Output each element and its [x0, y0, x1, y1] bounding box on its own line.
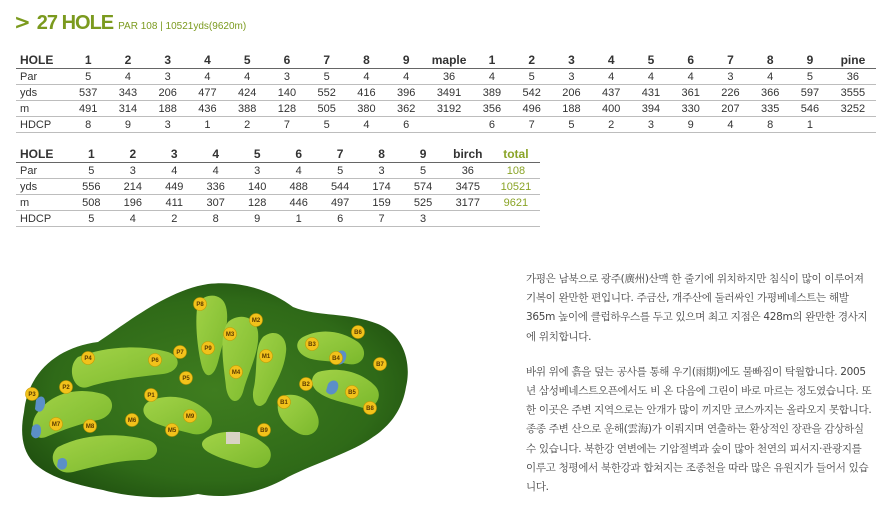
table-cell: 544	[319, 179, 360, 195]
table-cell: 1	[188, 117, 228, 133]
table-cell: 140	[236, 179, 277, 195]
header-cell: 9	[402, 146, 443, 163]
header-cell: HOLE	[16, 146, 71, 163]
table-cell: m	[16, 101, 68, 117]
table-cell: 336	[195, 179, 236, 195]
hole-pin-p4	[82, 352, 95, 365]
hole-pin-m2	[250, 314, 263, 327]
table-cell: 3475	[444, 179, 492, 195]
table-cell: 3	[361, 163, 402, 179]
table-cell: 2	[591, 117, 631, 133]
hole-pin-p3	[26, 388, 39, 401]
table-cell: 5	[68, 69, 108, 85]
table-cell: 4	[386, 69, 426, 85]
scorecard-header-row	[16, 52, 876, 69]
hole-pin-label: B6	[354, 330, 362, 337]
table-cell: 491	[68, 101, 108, 117]
hole-pin-label: B8	[366, 406, 374, 413]
table-cell: 3	[112, 163, 153, 179]
hole-pin-p9	[202, 342, 215, 355]
header-cell: 9	[386, 52, 426, 69]
table-cell: 9621	[492, 195, 540, 211]
hole-pin-p5	[180, 372, 193, 385]
hole-pin-p6	[149, 354, 162, 367]
table-cell: 3252	[830, 101, 876, 117]
table-cell: 6	[386, 117, 426, 133]
table-cell: 188	[148, 101, 188, 117]
table-cell: 1	[278, 211, 319, 227]
table-cell: 7	[267, 117, 307, 133]
clubhouse-icon	[226, 432, 240, 444]
table-cell: 356	[472, 101, 512, 117]
header-cell: 8	[361, 146, 402, 163]
table-row	[16, 85, 876, 101]
hole-pin-label: M4	[231, 370, 241, 377]
hole-pin-label: B4	[332, 356, 340, 363]
table-cell: 388	[227, 101, 267, 117]
table-cell: 380	[347, 101, 387, 117]
table-cell: 497	[319, 195, 360, 211]
hole-pin-m3	[224, 328, 237, 341]
hole-pin-m4	[230, 366, 243, 379]
table-cell: 8	[68, 117, 108, 133]
header-cell: 4	[195, 146, 236, 163]
course-map	[18, 262, 413, 504]
table-cell: 140	[267, 85, 307, 101]
hole-pin-label: B5	[348, 390, 356, 397]
table-cell: 366	[750, 85, 790, 101]
table-cell: 174	[361, 179, 402, 195]
header-cell: 9	[790, 52, 830, 69]
header-cell: maple	[426, 52, 472, 69]
header-cell: 2	[512, 52, 552, 69]
page-title	[14, 10, 246, 34]
header-cell: 3	[148, 52, 188, 69]
table-cell: 343	[108, 85, 148, 101]
hole-pin-label: P5	[182, 376, 190, 383]
hole-pin-p7	[174, 346, 187, 359]
table-cell: 2	[154, 211, 195, 227]
table-cell: 226	[711, 85, 751, 101]
table-cell: 5	[71, 163, 112, 179]
table-cell: 188	[552, 101, 592, 117]
table-row	[16, 179, 540, 195]
table-cell: 525	[402, 195, 443, 211]
hole-pin-label: P9	[204, 346, 212, 353]
table-cell: 7	[361, 211, 402, 227]
scorecard-maple-pine	[16, 52, 876, 133]
hole-pin-m8	[84, 420, 97, 433]
hole-pin-b2	[300, 378, 313, 391]
table-cell	[426, 117, 472, 133]
header-cell: 7	[319, 146, 360, 163]
hole-pin-label: M5	[167, 428, 177, 435]
table-cell: 361	[671, 85, 711, 101]
table-cell: 128	[267, 101, 307, 117]
hole-pin-p2	[60, 381, 73, 394]
table-cell: 6	[319, 211, 360, 227]
header-cell: 6	[671, 52, 711, 69]
table-cell: 3	[267, 69, 307, 85]
table-cell: 3177	[444, 195, 492, 211]
header-cell: 2	[108, 52, 148, 69]
table-cell: 335	[750, 101, 790, 117]
table-cell: HDCP	[16, 117, 68, 133]
table-cell: 2	[227, 117, 267, 133]
hole-pin-label: P4	[84, 356, 92, 363]
table-cell: 389	[472, 85, 512, 101]
table-cell: 1	[790, 117, 830, 133]
header-cell: 4	[591, 52, 631, 69]
table-cell: 307	[195, 195, 236, 211]
table-cell: 10521	[492, 179, 540, 195]
table-row	[16, 163, 540, 179]
table-cell: Par	[16, 69, 68, 85]
hole-pin-label: P8	[196, 302, 204, 309]
table-cell: 3	[402, 211, 443, 227]
hole-pin-m6	[126, 414, 139, 427]
table-row	[16, 211, 540, 227]
header-cell: 2	[112, 146, 153, 163]
title-subtitle: PAR 108 | 10521yds(9620m)	[118, 21, 247, 32]
hole-pin-label: B9	[260, 428, 268, 435]
table-cell: 5	[307, 69, 347, 85]
hole-pin-b7	[374, 358, 387, 371]
table-cell: 477	[188, 85, 228, 101]
table-cell: 4	[631, 69, 671, 85]
header-cell: 8	[347, 52, 387, 69]
header-cell: 1	[68, 52, 108, 69]
table-cell: 4	[195, 163, 236, 179]
hole-pin-p8	[194, 298, 207, 311]
header-cell: 7	[711, 52, 751, 69]
table-cell: 3	[631, 117, 671, 133]
hole-pin-label: B2	[302, 382, 310, 389]
table-cell	[492, 211, 540, 227]
table-cell: 4	[347, 117, 387, 133]
hole-pin-label: M8	[85, 424, 95, 431]
table-cell: 3555	[830, 85, 876, 101]
table-cell: 8	[750, 117, 790, 133]
header-cell: 5	[227, 52, 267, 69]
table-cell: 416	[347, 85, 387, 101]
header-cell: total	[492, 146, 540, 163]
header-cell: 4	[188, 52, 228, 69]
table-cell: 362	[386, 101, 426, 117]
table-cell: 5	[307, 117, 347, 133]
table-row	[16, 195, 540, 211]
hole-pin-b9	[258, 424, 271, 437]
hole-pin-label: P2	[62, 385, 70, 392]
description-paragraph-1: 가평은 남북으로 광주(廣州)산맥 한 줄기에 위치하지만 침식이 많이 이루어져 기복이 완만한 편입니다. 주금산, 개주산에 둘러싸인 가평베네스트는 해발 365m 높이에 클럽하우스를 두고 있으며 최고 지점은 428m의 완만한 경사지에 위치합니다.	[526, 273, 868, 343]
table-cell: 556	[71, 179, 112, 195]
hole-pin-m5	[166, 424, 179, 437]
table-cell: 5	[402, 163, 443, 179]
table-cell: 597	[790, 85, 830, 101]
header-cell: 1	[472, 52, 512, 69]
hole-pin-b4	[330, 352, 343, 365]
table-cell: 5	[512, 69, 552, 85]
hole-pin-b5	[346, 386, 359, 399]
hole-pin-b8	[364, 402, 377, 415]
header-cell: birch	[444, 146, 492, 163]
table-cell: 5	[552, 117, 592, 133]
hole-pin-label: P7	[176, 350, 184, 357]
table-cell: 4	[112, 211, 153, 227]
table-cell: 4	[472, 69, 512, 85]
table-cell: 196	[112, 195, 153, 211]
table-cell: 128	[236, 195, 277, 211]
header-cell: HOLE	[16, 52, 68, 69]
hole-pin-label: P3	[28, 392, 36, 399]
table-cell: 4	[188, 69, 228, 85]
table-cell: 537	[68, 85, 108, 101]
table-cell: 5	[790, 69, 830, 85]
hole-pin-b3	[306, 338, 319, 351]
header-cell: 5	[236, 146, 277, 163]
scorecard-birch	[16, 146, 540, 227]
table-cell: 9	[236, 211, 277, 227]
table-cell: m	[16, 195, 71, 211]
hole-pin-label: B7	[376, 362, 384, 369]
table-cell: 505	[307, 101, 347, 117]
table-cell: 436	[188, 101, 228, 117]
table-cell: 159	[361, 195, 402, 211]
table-cell: 449	[154, 179, 195, 195]
table-cell: 206	[552, 85, 592, 101]
table-cell: 542	[512, 85, 552, 101]
table-cell: 3	[711, 69, 751, 85]
hole-pin-label: B3	[308, 342, 316, 349]
header-cell: 7	[307, 52, 347, 69]
table-cell: 4	[591, 69, 631, 85]
hole-pin-label: M2	[251, 318, 261, 325]
title-arrow-icon: >	[14, 10, 31, 34]
table-cell: 496	[512, 101, 552, 117]
table-cell: 4	[671, 69, 711, 85]
hole-pin-b1	[278, 396, 291, 409]
table-cell: 400	[591, 101, 631, 117]
hole-pin-label: M7	[51, 422, 61, 429]
scorecard-header-row	[16, 146, 540, 163]
table-cell: 574	[402, 179, 443, 195]
table-cell: 411	[154, 195, 195, 211]
table-row	[16, 101, 876, 117]
hole-pin-m7	[50, 418, 63, 431]
table-cell: 314	[108, 101, 148, 117]
table-cell: 9	[671, 117, 711, 133]
table-cell: 446	[278, 195, 319, 211]
table-cell: 3	[148, 117, 188, 133]
table-cell: 424	[227, 85, 267, 101]
hole-pin-m1	[260, 350, 273, 363]
table-row	[16, 69, 876, 85]
table-cell: 6	[472, 117, 512, 133]
hole-pin-b6	[352, 326, 365, 339]
table-cell: yds	[16, 179, 71, 195]
hole-pin-label: P1	[147, 393, 155, 400]
table-cell: 5	[319, 163, 360, 179]
table-cell	[830, 117, 876, 133]
title-main: 27 HOLE	[36, 12, 114, 34]
table-cell: 36	[830, 69, 876, 85]
table-cell: 330	[671, 101, 711, 117]
header-cell: 6	[267, 52, 307, 69]
table-cell: 508	[71, 195, 112, 211]
table-cell: 4	[750, 69, 790, 85]
table-cell: HDCP	[16, 211, 71, 227]
table-cell: 3	[148, 69, 188, 85]
table-cell: 3	[236, 163, 277, 179]
hole-pin-p1	[145, 389, 158, 402]
table-cell: yds	[16, 85, 68, 101]
table-row	[16, 117, 876, 133]
table-cell: 3491	[426, 85, 472, 101]
header-cell: 3	[552, 52, 592, 69]
table-cell: 207	[711, 101, 751, 117]
header-cell: 8	[750, 52, 790, 69]
hole-pin-label: B1	[280, 400, 288, 407]
table-cell: 36	[444, 163, 492, 179]
table-cell: 7	[512, 117, 552, 133]
description-paragraph-2: 바위 위에 흙을 덮는 공사를 통해 우기(雨期)에도 물빠짐이 탁월합니다. 2005년 삼성베네스트오픈에서도 비 온 다음에 그린이 바로 마르는 정도였습니다. 또한 이곳은 주변 지역으로는 안개가 많이 끼지만 코스까지는 올라오지 못합니다. 종종 주변 산으로 운해(雲海)가 이뤄지며 연출하는 환상적인 장관을 감상하실 수 있습니다. 북한강 연변에는 기암절벽과 숲이 많아 천연의 피서지·관광지를 이루고 청평에서 북한강과 합쳐지는 조종천을 따라 많은 유원지가 들어서 있습니다.	[526, 365, 872, 494]
table-cell: 552	[307, 85, 347, 101]
header-cell: pine	[830, 52, 876, 69]
table-cell: Par	[16, 163, 71, 179]
table-cell: 4	[278, 163, 319, 179]
table-cell	[444, 211, 492, 227]
hole-pin-label: M1	[261, 354, 271, 361]
hole-pin-label: M3	[225, 332, 235, 339]
table-cell: 4	[711, 117, 751, 133]
table-cell: 36	[426, 69, 472, 85]
table-cell: 396	[386, 85, 426, 101]
table-cell: 437	[591, 85, 631, 101]
table-cell: 488	[278, 179, 319, 195]
hole-pin-label: M9	[185, 414, 195, 421]
table-cell: 5	[71, 211, 112, 227]
table-cell: 4	[227, 69, 267, 85]
table-cell: 4	[108, 69, 148, 85]
header-cell: 3	[154, 146, 195, 163]
hole-pin-m9	[184, 410, 197, 423]
table-cell: 546	[790, 101, 830, 117]
table-cell: 394	[631, 101, 671, 117]
table-cell: 3	[552, 69, 592, 85]
table-cell: 214	[112, 179, 153, 195]
header-cell: 6	[278, 146, 319, 163]
table-cell: 8	[195, 211, 236, 227]
header-cell: 5	[631, 52, 671, 69]
table-cell: 108	[492, 163, 540, 179]
table-cell: 4	[347, 69, 387, 85]
header-cell: 1	[71, 146, 112, 163]
hole-pin-label: P6	[151, 358, 159, 365]
hole-pin-label: M6	[127, 418, 137, 425]
table-cell: 431	[631, 85, 671, 101]
table-cell: 3192	[426, 101, 472, 117]
table-cell: 4	[154, 163, 195, 179]
table-cell: 9	[108, 117, 148, 133]
table-cell: 206	[148, 85, 188, 101]
course-description	[526, 270, 874, 513]
